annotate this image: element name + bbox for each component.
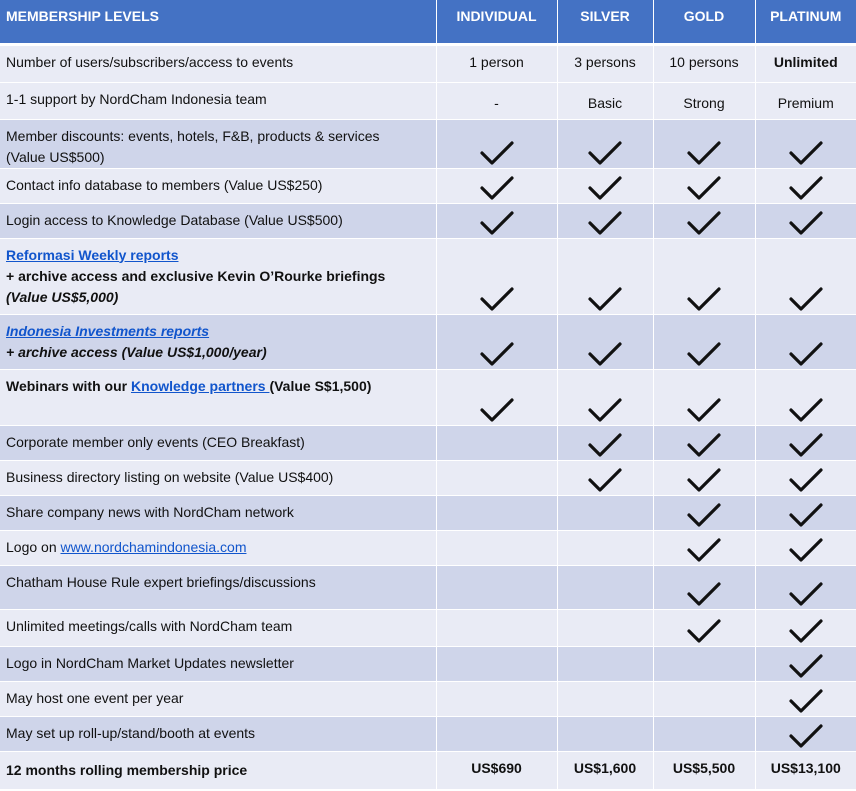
check-platinum [755, 119, 856, 168]
level-platinum-heading: PLATINUM [755, 0, 856, 44]
checkmark-icon [588, 407, 622, 423]
feature-value: (Value S$1,500) [269, 377, 372, 394]
check-individual [436, 314, 557, 369]
checkmark-icon [588, 351, 622, 367]
value-platinum: Unlimited [755, 44, 856, 82]
check-silver [557, 314, 653, 369]
check-gold [653, 369, 755, 425]
checkmark-icon [588, 220, 622, 236]
checkmark-icon [789, 351, 823, 367]
check-platinum [755, 168, 856, 203]
check-gold [653, 314, 755, 369]
checkmark-icon [789, 512, 823, 528]
feature-users: Number of users/subscribers/access to events [0, 44, 436, 82]
check-silver [557, 369, 653, 425]
check-individual [436, 646, 557, 681]
table-row [0, 460, 856, 495]
check-individual [436, 716, 557, 751]
check-silver [557, 609, 653, 646]
check-gold [653, 530, 755, 565]
check-platinum [755, 369, 856, 425]
price-gold: US$5,500 [653, 751, 755, 789]
reformasi-weekly-link[interactable]: Reformasi Weekly reports [6, 246, 179, 263]
table-row [0, 314, 856, 369]
check-silver [557, 460, 653, 495]
checkmark-icon [687, 477, 721, 493]
check-silver [557, 238, 653, 314]
checkmark-icon [480, 185, 514, 201]
check-platinum [755, 565, 856, 609]
table-row [0, 44, 856, 82]
check-individual [436, 495, 557, 530]
website-link[interactable]: www.nordchamindonesia.com [60, 538, 247, 555]
check-platinum [755, 609, 856, 646]
price-label: 12 months rolling membership price [0, 751, 436, 789]
check-individual [436, 119, 557, 168]
feature-logo-website [0, 530, 436, 565]
check-gold [653, 238, 755, 314]
knowledge-partners-link[interactable]: Knowledge partners [130, 377, 270, 394]
indonesia-investments-link[interactable]: Indonesia Investments reports [6, 322, 210, 339]
checkmark-icon [480, 407, 514, 423]
feature-value: (Value US$5,000) [6, 288, 119, 305]
checkmark-icon [789, 442, 823, 458]
feature-webinars [0, 369, 436, 425]
checkmark-icon [789, 663, 823, 679]
check-gold [653, 203, 755, 238]
checkmark-icon [789, 733, 823, 749]
check-gold [653, 168, 755, 203]
value-silver: 3 persons [557, 44, 653, 82]
feature-reformasi-reports [0, 238, 436, 314]
checkmark-icon [687, 512, 721, 528]
table-row [0, 681, 856, 716]
feature-support: 1-1 support by NordCham Indonesia team [0, 82, 436, 119]
checkmark-icon [789, 698, 823, 714]
value-silver: Basic [557, 82, 653, 119]
check-silver [557, 495, 653, 530]
table-row [0, 425, 856, 460]
table-row [0, 716, 856, 751]
check-gold [653, 609, 755, 646]
checkmark-icon [687, 220, 721, 236]
checkmark-icon [687, 296, 721, 312]
check-individual [436, 425, 557, 460]
check-gold [653, 425, 755, 460]
checkmark-icon [687, 547, 721, 563]
value-gold: 10 persons [653, 44, 755, 82]
checkmark-icon [480, 150, 514, 166]
table-row [0, 565, 856, 609]
level-gold-heading: GOLD [653, 0, 755, 44]
checkmark-icon [789, 220, 823, 236]
value-individual: - [436, 82, 557, 119]
check-silver [557, 425, 653, 460]
feature-member-discounts [0, 119, 436, 168]
value-individual: 1 person [436, 44, 557, 82]
checkmark-icon [789, 407, 823, 423]
check-platinum [755, 238, 856, 314]
table-row [0, 119, 856, 168]
feature-business-directory: Business directory listing on website (Value US$400) [0, 460, 436, 495]
check-gold [653, 119, 755, 168]
check-silver [557, 565, 653, 609]
checkmark-icon [687, 185, 721, 201]
check-individual [436, 460, 557, 495]
table-row [0, 203, 856, 238]
check-silver [557, 119, 653, 168]
checkmark-icon [789, 591, 823, 607]
checkmark-icon [480, 296, 514, 312]
checkmark-icon [789, 547, 823, 563]
feature-corporate-events: Corporate member only events (CEO Breakfast) [0, 425, 436, 460]
table-row [0, 369, 856, 425]
check-silver [557, 716, 653, 751]
check-platinum [755, 681, 856, 716]
check-gold [653, 460, 755, 495]
feature-unlimited-meetings: Unlimited meetings/calls with NordCham team [0, 609, 436, 646]
checkmark-icon [789, 296, 823, 312]
price-platinum: US$13,100 [755, 751, 856, 789]
checkmark-icon [687, 628, 721, 644]
check-gold [653, 716, 755, 751]
checkmark-icon [588, 150, 622, 166]
check-gold [653, 495, 755, 530]
feature-share-news: Share company news with NordCham network [0, 495, 436, 530]
check-platinum [755, 530, 856, 565]
checkmark-icon [480, 351, 514, 367]
feature-contact-database: Contact info database to members (Value US$250) [0, 168, 436, 203]
checkmark-icon [588, 296, 622, 312]
price-silver: US$1,600 [557, 751, 653, 789]
check-silver [557, 168, 653, 203]
header-row [0, 0, 856, 44]
level-individual-heading: INDIVIDUAL [436, 0, 557, 44]
membership-levels-heading: MEMBERSHIP LEVELS [0, 0, 436, 44]
check-platinum [755, 314, 856, 369]
checkmark-icon [789, 150, 823, 166]
checkmark-icon [687, 351, 721, 367]
feature-text: Webinars with our [6, 377, 131, 394]
feature-indonesia-investments [0, 314, 436, 369]
checkmark-icon [687, 591, 721, 607]
checkmark-icon [789, 628, 823, 644]
check-individual [436, 565, 557, 609]
table-row [0, 168, 856, 203]
feature-host-event: May host one event per year [0, 681, 436, 716]
feature-knowledge-database: Login access to Knowledge Database (Value US$500) [0, 203, 436, 238]
table-row [0, 530, 856, 565]
check-platinum [755, 460, 856, 495]
value-platinum: Premium [755, 82, 856, 119]
checkmark-icon [789, 477, 823, 493]
feature-value: (Value US$500) [6, 148, 105, 165]
table-row [0, 495, 856, 530]
check-individual [436, 681, 557, 716]
check-gold [653, 565, 755, 609]
value-gold: Strong [653, 82, 755, 119]
check-individual [436, 203, 557, 238]
feature-rollup-booth: May set up roll-up/stand/booth at events [0, 716, 436, 751]
feature-newsletter-logo: Logo in NordCham Market Updates newsletter [0, 646, 436, 681]
checkmark-icon [789, 185, 823, 201]
table-row [0, 238, 856, 314]
check-platinum [755, 425, 856, 460]
feature-chatham-house: Chatham House Rule expert briefings/discussions [0, 565, 436, 609]
checkmark-icon [687, 442, 721, 458]
feature-text: Member discounts: events, hotels, F&B, products & services [6, 127, 380, 144]
check-individual [436, 369, 557, 425]
checkmark-icon [588, 442, 622, 458]
feature-text: Logo on [6, 538, 61, 555]
price-individual: US$690 [436, 751, 557, 789]
checkmark-icon [588, 185, 622, 201]
check-silver [557, 646, 653, 681]
check-individual [436, 168, 557, 203]
check-platinum [755, 203, 856, 238]
table-row [0, 646, 856, 681]
check-individual [436, 238, 557, 314]
price-row [0, 751, 856, 789]
level-silver-heading: SILVER [557, 0, 653, 44]
feature-text: + archive access (Value US$1,000/year) [6, 343, 267, 360]
check-silver [557, 203, 653, 238]
check-platinum [755, 495, 856, 530]
check-platinum [755, 716, 856, 751]
table-row [0, 609, 856, 646]
checkmark-icon [480, 220, 514, 236]
feature-text: + archive access and exclusive Kevin O’Rourke briefings [6, 267, 386, 284]
check-individual [436, 530, 557, 565]
checkmark-icon [687, 150, 721, 166]
check-individual [436, 609, 557, 646]
check-silver [557, 530, 653, 565]
check-platinum [755, 646, 856, 681]
checkmark-icon [687, 407, 721, 423]
checkmark-icon [588, 477, 622, 493]
table-row [0, 82, 856, 119]
check-silver [557, 681, 653, 716]
check-gold [653, 646, 755, 681]
check-gold [653, 681, 755, 716]
